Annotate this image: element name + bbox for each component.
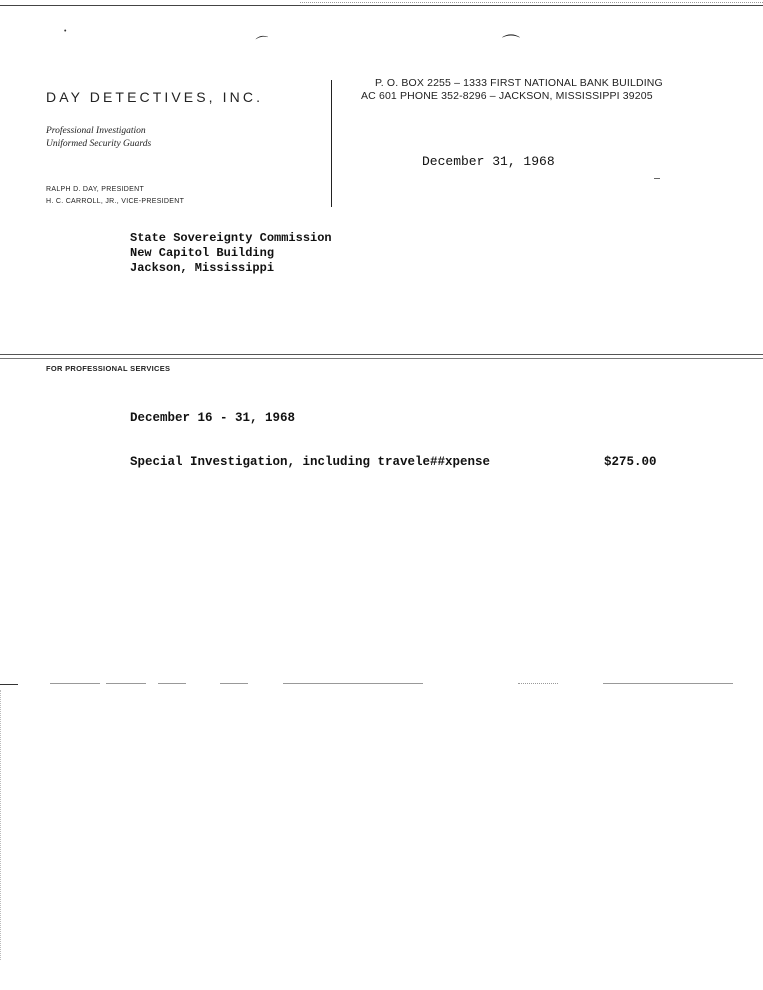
officer-president: RALPH D. DAY, PRESIDENT — [46, 186, 145, 193]
scan-speck: • — [64, 28, 67, 35]
fold-rule — [106, 683, 146, 684]
fold-rule — [158, 683, 186, 684]
tagline-investigation: Professional Investigation — [46, 126, 146, 136]
page-edge — [0, 690, 1, 960]
fold-rule — [283, 683, 423, 684]
fold-tick — [0, 684, 18, 685]
punch-mark: ⌒ — [254, 33, 271, 52]
address-line-2: AC 601 PHONE 352-8296 – JACKSON, MISSISSIPPI 39205 — [361, 90, 653, 102]
service-period: December 16 - 31, 1968 — [130, 411, 296, 425]
line-item-amount: $275.00 — [604, 455, 657, 469]
fold-rule — [50, 683, 100, 684]
company-name: DAY DETECTIVES, INC. — [46, 89, 264, 105]
line-item-description: Special Investigation, including travele##xpense — [130, 455, 491, 469]
punch-mark: ⌒ — [502, 34, 520, 54]
officer-vice-president: H. C. CARROLL, JR., VICE-PRESIDENT — [46, 198, 185, 205]
recipient-line-1: State Sovereignty Commission — [130, 231, 332, 245]
top-border-rule — [0, 5, 763, 6]
top-border-dots — [300, 2, 763, 3]
recipient-line-2: New Capitol Building — [130, 246, 275, 260]
fold-rule — [603, 683, 733, 684]
scan-dash — [654, 178, 660, 179]
section-rule — [0, 354, 763, 355]
recipient-line-3: Jackson, Mississippi — [130, 261, 275, 275]
letterhead-divider — [331, 80, 332, 207]
address-line-1: P. O. BOX 2255 – 1333 FIRST NATIONAL BANK BUILDING — [375, 77, 663, 89]
section-rule — [0, 358, 763, 359]
tagline-security: Uniformed Security Guards — [46, 139, 152, 149]
fold-rule — [518, 683, 558, 684]
invoice-date: December 31, 1968 — [422, 154, 555, 169]
fold-rule — [220, 683, 248, 684]
services-heading: FOR PROFESSIONAL SERVICES — [46, 364, 171, 373]
